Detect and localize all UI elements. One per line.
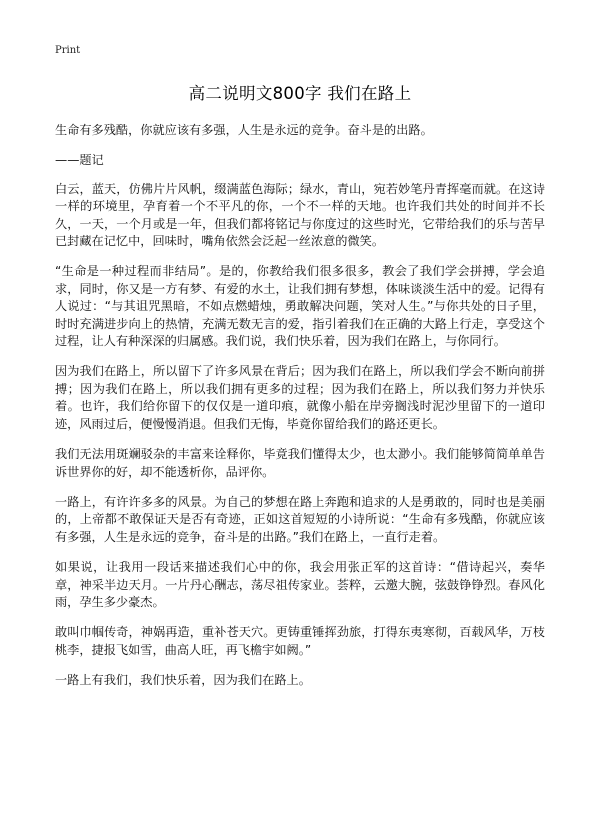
paragraph-attribution: ——题记 <box>55 153 104 168</box>
paragraph: 我们无法用斑斓驳杂的丰富来诠释你，毕竟我们懂得太少，也太渺小。我们能够简简单单告诉世界你的好，却不能透析你，品评你。 <box>55 447 545 479</box>
paragraph: 白云，蓝天，仿佛片片风帆，缀满蓝色海际；绿水，青山，宛若妙笔丹青挥毫而就。在这诗一样的环境里，孕育着一个不平凡的你，一个不一样的天地。也许我们共处的时间并不长久，一天，一个月或是一年，但我们都将铭记与你度过的这些时光，它带给我们的乐与苦早已封藏在记忆中，回味时，嘴角依然会泛起一丝浓意的微笑。 <box>55 181 545 249</box>
article-title: 高二说明文800字 我们在路上 <box>188 84 412 103</box>
print-link[interactable]: Print <box>55 45 81 56</box>
paragraph-poem-part-1: 如果说，让我用一段话来描述我们心中的你，我会用张正军的这首诗：“借诗起兴，奏华章，神采半边天月。一片丹心酬志，荡尽祖传家业。荟粹，云邀大腕，弦鼓铮铮烈。春风化雨，孕生多少豪杰。 <box>55 560 545 609</box>
paragraph: “生命是一种过程而非结局”。是的，你教给我们很多很多，教会了我们学会拼搏，学会追求，同时，你又是一方有梦、有爱的水土，让我们拥有梦想，体味谈淡生活中的爱。记得有人说过：“与其诅咒黑暗，不如点燃蜡烛，勇敢解决问题，笑对人生。”与你共处的日子里，时时充满进步向上的热情，充满无数无言的爱，指引着我们在正确的大路上行走，享受这个过程，让人有种深深的归属感。我们说，我们快乐着，因为我们在路上，与你同行。 <box>55 264 545 349</box>
paragraph: 因为我们在路上，所以留下了许多风景在背后；因为我们在路上，所以我们学会不断向前拼搏；因为我们在路上，所以我们拥有更多的过程；因为我们在路上，所以我们努力并快乐着。也许，我们给你留下的仅仅是一道印痕，就像小船在岸旁搁浅时泥沙里留下的一道印迹，风雨过后，便慢慢消退。但我们无悔，毕竟你留给我们的路还更长。 <box>55 364 545 431</box>
paragraph-epigraph: 生命有多残酷，你就应该有多强，人生是永远的竞争。奋斗是的出路。 <box>55 123 433 137</box>
paragraph: 一路上，有许许多多的风景。为自己的梦想在路上奔跑和追求的人是勇敢的，同时也是美丽的，上帝都不敢保证天是否有奇迹，正如这首短短的小诗所说：“生命有多残酷，你就应该有多强，人生是永远的竞争，奋斗是的出路。”我们在路上，一直行走着。 <box>55 494 545 544</box>
paragraph-closing: 一路上有我们，我们快乐着，因为我们在路上。 <box>55 673 311 688</box>
paragraph-poem-part-2: 敢叫巾帼传奇，神娲再造，重补苍天穴。更铸重锤挥劲旅，打得东夷寒彻，百载风华，万枝桃李，捷报飞如雪，曲高人旺，再飞檐宇如阙。” <box>55 625 545 657</box>
article-body <box>55 122 545 703</box>
